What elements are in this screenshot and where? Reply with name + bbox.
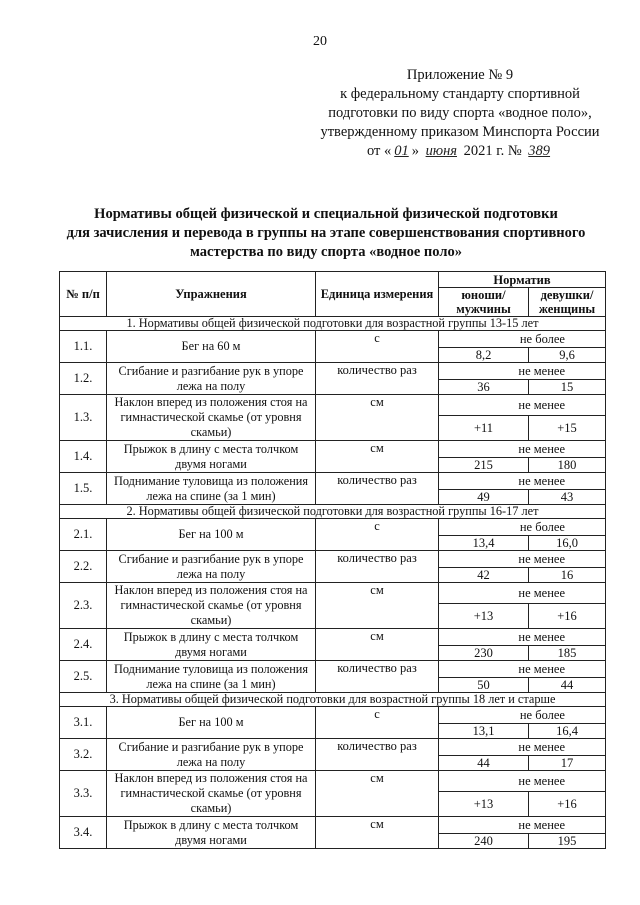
- comparator-cell: не менее: [439, 441, 606, 458]
- male-value: 215: [439, 458, 529, 473]
- comparator-cell: не менее: [439, 629, 606, 646]
- section-row: [60, 693, 606, 707]
- page-number: 20: [313, 34, 327, 49]
- section-row: [60, 317, 606, 331]
- unit-cell: количество раз: [316, 739, 439, 771]
- female-value: 17: [529, 756, 606, 771]
- male-value: 230: [439, 646, 529, 661]
- title-line-1: Нормативы общей физической и специальной физической подготовки: [94, 206, 558, 222]
- female-value: 16: [529, 568, 606, 583]
- table-row: [60, 395, 606, 416]
- exercise-name: Наклон вперед из положения стоя на гимнастической скамье (от уровня скамьи): [107, 395, 316, 441]
- section-title: 2. Нормативы общей физической подготовки для возрастной группы 16-17 лет: [60, 505, 606, 519]
- unit-cell: см: [316, 441, 439, 473]
- table-row: [60, 771, 606, 792]
- date-separator: »: [411, 143, 419, 159]
- row-number: 3.1.: [60, 707, 107, 739]
- female-value: 15: [529, 380, 606, 395]
- comparator-cell: не более: [439, 331, 606, 348]
- row-number: 3.2.: [60, 739, 107, 771]
- appendix-line-1: Приложение № 9: [406, 67, 514, 83]
- table-row: [60, 707, 606, 724]
- appendix-date-line: [300, 142, 620, 161]
- male-value: +13: [439, 792, 529, 817]
- table-row: [60, 331, 606, 348]
- male-value: 13,1: [439, 724, 529, 739]
- handwritten-month: июня: [425, 143, 458, 159]
- female-value: +16: [529, 792, 606, 817]
- unit-cell: с: [316, 331, 439, 363]
- male-value: +13: [439, 604, 529, 629]
- exercise-name: Наклон вперед из положения стоя на гимнастической скамье (от уровня скамьи): [107, 583, 316, 629]
- header-unit: Единица измерения: [316, 272, 439, 317]
- female-value: 9,6: [529, 348, 606, 363]
- female-value: 195: [529, 834, 606, 849]
- appendix-line-3: подготовки по виду спорта «водное поло»,: [328, 105, 592, 121]
- row-number: 1.4.: [60, 441, 107, 473]
- exercise-name: Сгибание и разгибание рук в упоре лежа на полу: [107, 739, 316, 771]
- comparator-cell: не менее: [439, 395, 606, 416]
- exercise-name: Поднимание туловища из положения лежа на спине (за 1 мин): [107, 661, 316, 693]
- unit-cell: см: [316, 583, 439, 629]
- row-number: 2.5.: [60, 661, 107, 693]
- row-number: 1.1.: [60, 331, 107, 363]
- handwritten-day: 01: [394, 143, 409, 159]
- female-value: 16,4: [529, 724, 606, 739]
- appendix-header: [300, 66, 620, 161]
- comparator-cell: не менее: [439, 583, 606, 604]
- female-value: +15: [529, 416, 606, 441]
- title-line-3: мастерства по виду спорта «водное поло»: [190, 244, 462, 260]
- comparator-cell: не менее: [439, 771, 606, 792]
- male-value: 8,2: [439, 348, 529, 363]
- exercise-name: Бег на 60 м: [107, 331, 316, 363]
- unit-cell: количество раз: [316, 551, 439, 583]
- norms-table: [59, 271, 606, 849]
- document-title: [40, 205, 612, 262]
- unit-cell: см: [316, 395, 439, 441]
- exercise-name: Бег на 100 м: [107, 707, 316, 739]
- exercise-name: Прыжок в длину с места толчком двумя ногами: [107, 441, 316, 473]
- table-row: [60, 583, 606, 604]
- exercise-name: Сгибание и разгибание рук в упоре лежа на полу: [107, 363, 316, 395]
- exercise-name: Наклон вперед из положения стоя на гимнастической скамье (от уровня скамьи): [107, 771, 316, 817]
- table-row: [60, 817, 606, 834]
- female-value: 180: [529, 458, 606, 473]
- comparator-cell: не менее: [439, 817, 606, 834]
- unit-cell: количество раз: [316, 363, 439, 395]
- table-row: [60, 629, 606, 646]
- unit-cell: см: [316, 771, 439, 817]
- row-number: 2.1.: [60, 519, 107, 551]
- header-norm: Норматив: [439, 272, 606, 288]
- appendix-line-2: к федеральному стандарту спортивной: [340, 86, 580, 102]
- comparator-cell: не менее: [439, 739, 606, 756]
- row-number: 3.3.: [60, 771, 107, 817]
- exercise-name: Прыжок в длину с места толчком двумя ногами: [107, 629, 316, 661]
- title-line-2: для зачисления и перевода в группы на этапе совершенствования спортивного: [66, 225, 586, 241]
- date-prefix: от «: [366, 143, 392, 159]
- comparator-cell: не более: [439, 519, 606, 536]
- female-value: 43: [529, 490, 606, 505]
- section-title: 3. Нормативы общей физической подготовки для возрастной группы 18 лет и старше: [60, 693, 606, 707]
- comparator-cell: не более: [439, 707, 606, 724]
- year-text: 2021 г. №: [463, 143, 522, 159]
- header-female: девушки/ женщины: [529, 288, 606, 317]
- unit-cell: с: [316, 707, 439, 739]
- male-value: 240: [439, 834, 529, 849]
- row-number: 1.2.: [60, 363, 107, 395]
- row-number: 1.3.: [60, 395, 107, 441]
- header-num: № п/п: [60, 272, 107, 317]
- male-value: +11: [439, 416, 529, 441]
- female-value: 44: [529, 678, 606, 693]
- comparator-cell: не менее: [439, 473, 606, 490]
- table-body: [60, 317, 606, 849]
- female-value: 185: [529, 646, 606, 661]
- section-title: 1. Нормативы общей физической подготовки для возрастной группы 13-15 лет: [60, 317, 606, 331]
- table-row: [60, 473, 606, 490]
- unit-cell: см: [316, 817, 439, 849]
- comparator-cell: не менее: [439, 551, 606, 568]
- male-value: 44: [439, 756, 529, 771]
- table-row: [60, 363, 606, 380]
- female-value: 16,0: [529, 536, 606, 551]
- comparator-cell: не менее: [439, 661, 606, 678]
- female-value: +16: [529, 604, 606, 629]
- exercise-name: Прыжок в длину с места толчком двумя ногами: [107, 817, 316, 849]
- male-value: 36: [439, 380, 529, 395]
- table-row: [60, 551, 606, 568]
- row-number: 1.5.: [60, 473, 107, 505]
- table-row: [60, 661, 606, 678]
- unit-cell: с: [316, 519, 439, 551]
- table-row: [60, 441, 606, 458]
- row-number: 2.2.: [60, 551, 107, 583]
- header-male: юноши/ мужчины: [439, 288, 529, 317]
- male-value: 49: [439, 490, 529, 505]
- appendix-line-4: утвержденному приказом Минспорта России: [320, 124, 600, 140]
- unit-cell: количество раз: [316, 661, 439, 693]
- comparator-cell: не менее: [439, 363, 606, 380]
- male-value: 42: [439, 568, 529, 583]
- row-number: 2.4.: [60, 629, 107, 661]
- header-exercise: Упражнения: [107, 272, 316, 317]
- unit-cell: количество раз: [316, 473, 439, 505]
- row-number: 3.4.: [60, 817, 107, 849]
- table-row: [60, 739, 606, 756]
- male-value: 13,4: [439, 536, 529, 551]
- handwritten-order-number: 389: [528, 143, 551, 159]
- exercise-name: Бег на 100 м: [107, 519, 316, 551]
- male-value: 50: [439, 678, 529, 693]
- exercise-name: Поднимание туловища из положения лежа на спине (за 1 мин): [107, 473, 316, 505]
- section-row: [60, 505, 606, 519]
- row-number: 2.3.: [60, 583, 107, 629]
- unit-cell: см: [316, 629, 439, 661]
- table-row: [60, 519, 606, 536]
- exercise-name: Сгибание и разгибание рук в упоре лежа на полу: [107, 551, 316, 583]
